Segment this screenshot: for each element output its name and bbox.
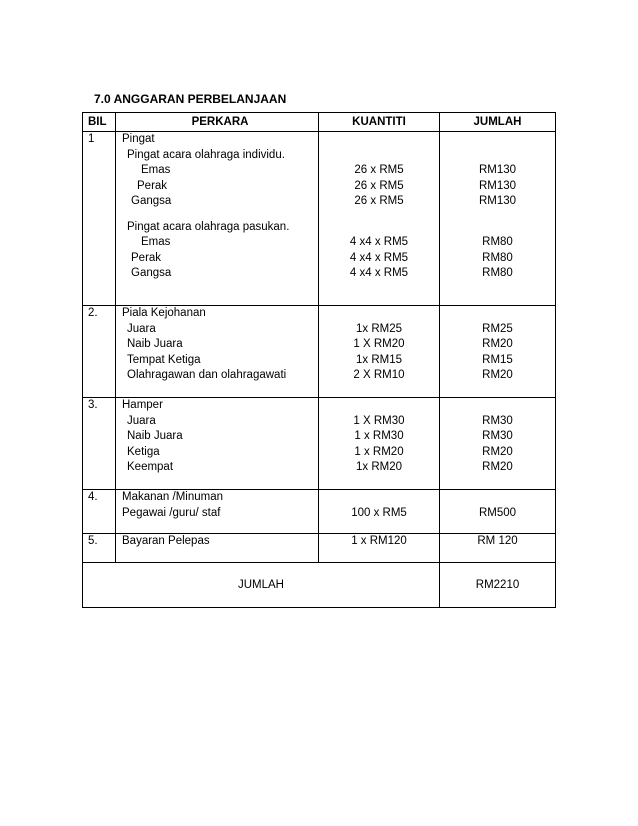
budget-table [82, 112, 556, 608]
row-heading: Piala Kejohanan [122, 307, 206, 319]
row-perkara [116, 490, 319, 534]
header-kuantiti: KUANTITI [319, 113, 440, 132]
header-bil: BIL [83, 113, 116, 132]
item-label: Perak [131, 251, 162, 264]
table-row [83, 398, 556, 490]
item-label: Gangsa [131, 195, 172, 207]
item-label: Emas [141, 236, 171, 248]
row-kuantiti: 1x RM25 1 X RM20 1x RM15 2 X RM10 [319, 306, 440, 398]
item-label: Keempat [127, 461, 174, 473]
row-perkara [116, 398, 319, 490]
table-row [83, 132, 556, 306]
row-heading: Hamper [122, 399, 163, 411]
row-kuantiti: 1 X RM30 1 x RM30 1 x RM20 1x RM20 [319, 398, 440, 490]
item-label: Perak [137, 179, 168, 192]
row-kuantiti: 1 x RM120 [319, 534, 440, 563]
item-label: Olahragawan dan olahragawati [127, 369, 287, 381]
item-label: Pegawai /guru/ staf [122, 506, 221, 519]
row-subheading: Pingat acara olahraga pasukan. [127, 220, 290, 233]
row-kuantiti: 26 x RM5 26 x RM5 26 x RM5 4 x4 x RM5 4 x4 x RM5 4 x4 x RM5 [319, 132, 440, 306]
row-heading: Pingat [122, 133, 155, 145]
item-label: Naib Juara [127, 338, 183, 350]
row-kuantiti: 100 x RM5 [319, 490, 440, 534]
row-jumlah: RM25 RM20 RM15 RM20 [440, 306, 556, 398]
row-heading: Makanan /Minuman [122, 491, 223, 503]
row-jumlah: RM 120 [440, 534, 556, 563]
row-heading: Bayaran Pelepas [122, 535, 210, 547]
item-label: Ketiga [127, 445, 160, 458]
table-row [83, 490, 556, 534]
header-jumlah: JUMLAH [440, 113, 556, 132]
row-bil: 1 [83, 132, 116, 306]
row-jumlah: RM30 RM30 RM20 RM20 [440, 398, 556, 490]
row-bil: 3. [83, 398, 116, 490]
row-subheading: Pingat acara olahraga individu. [127, 148, 285, 161]
table-header-row [83, 113, 556, 132]
row-jumlah: RM500 [440, 490, 556, 534]
total-value: RM2210 [440, 563, 556, 608]
row-bil: 2. [83, 306, 116, 398]
row-perkara [116, 306, 319, 398]
row-bil: 5. [83, 534, 116, 563]
item-label: Juara [127, 322, 156, 335]
item-label: Naib Juara [127, 430, 183, 442]
row-bil: 4. [83, 490, 116, 534]
total-label: JUMLAH [83, 563, 440, 608]
table-row [83, 306, 556, 398]
item-label: Emas [141, 164, 171, 176]
table-row [83, 534, 556, 563]
row-perkara [116, 132, 319, 306]
row-perkara [116, 534, 319, 563]
section-title: 7.0 ANGGARAN PERBELANJAAN [94, 92, 287, 106]
item-label: Juara [127, 414, 156, 427]
total-row [83, 563, 556, 608]
row-jumlah: RM130 RM130 RM130 RM80 RM80 RM80 [440, 132, 556, 306]
item-label: Gangsa [131, 267, 172, 279]
item-label: Tempat Ketiga [127, 353, 201, 366]
header-perkara: PERKARA [116, 113, 319, 132]
